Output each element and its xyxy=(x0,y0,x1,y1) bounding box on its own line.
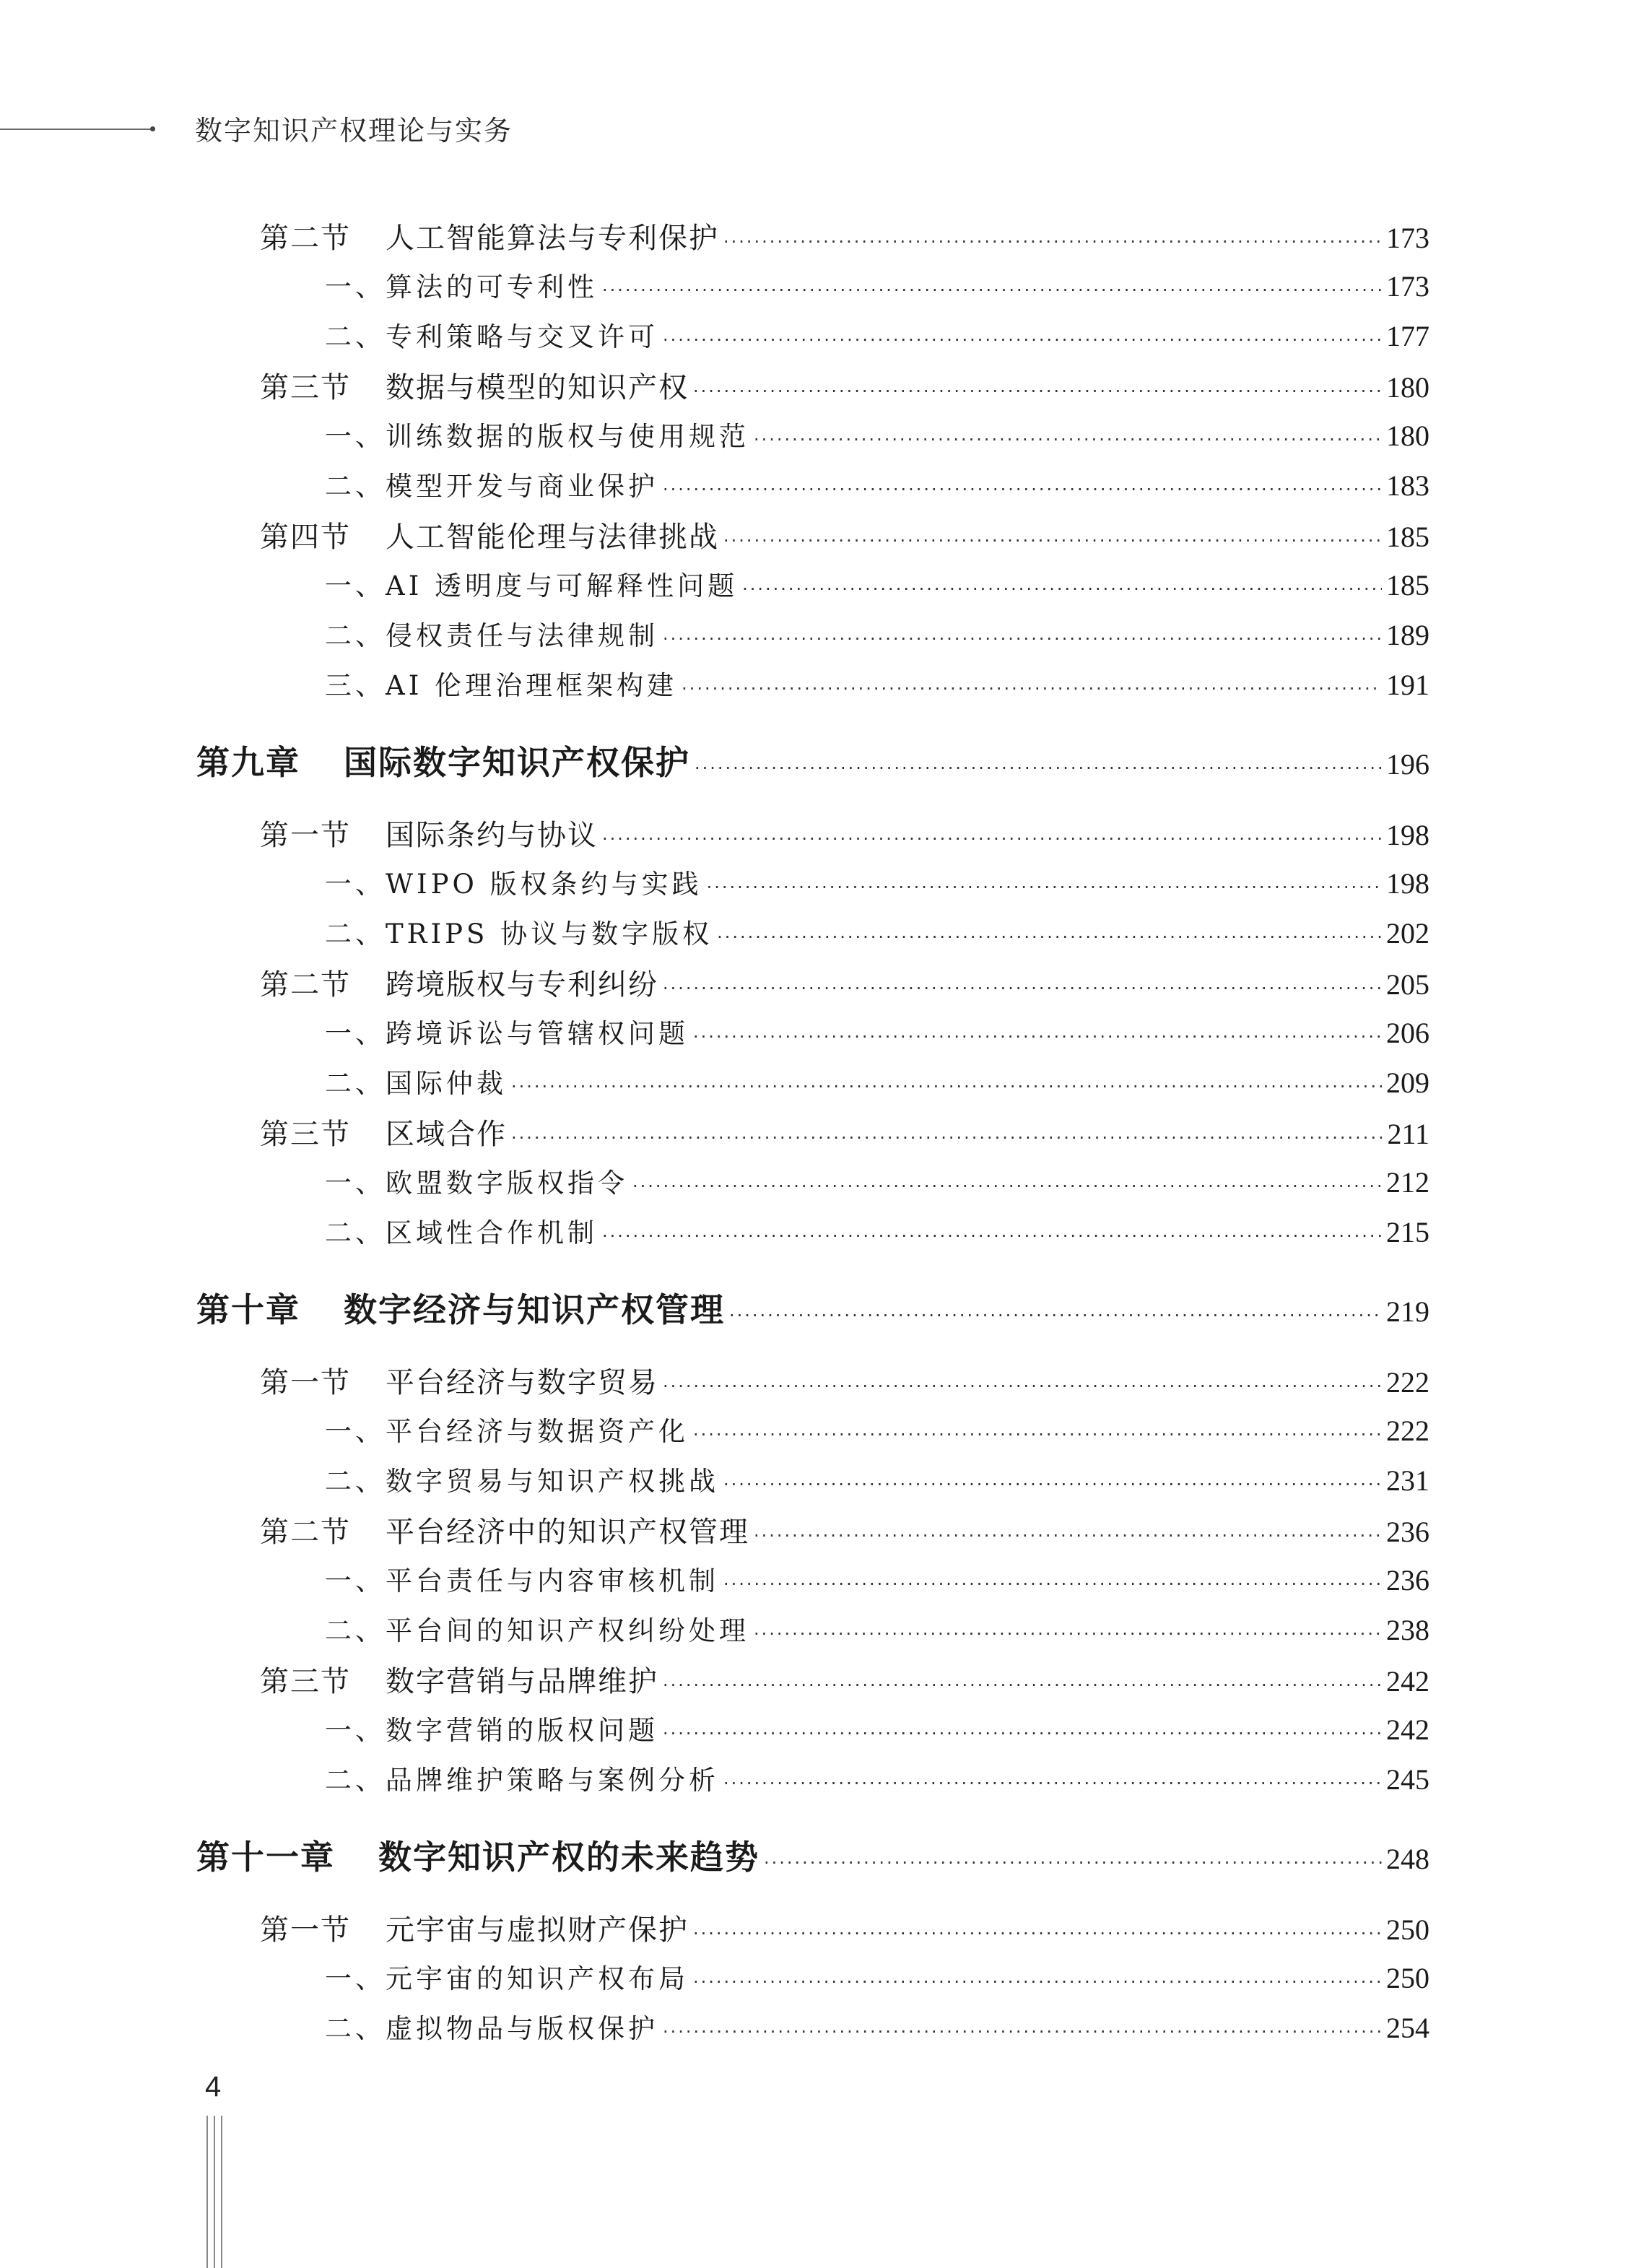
toc-entry-label: 第一节 xyxy=(260,819,351,852)
toc-entry-title xyxy=(325,1211,598,1250)
dot-leader xyxy=(663,1675,1382,1695)
dot-leader xyxy=(754,1526,1382,1546)
toc-entry-label: 第九章 xyxy=(196,743,300,782)
dot-leader xyxy=(729,1305,1382,1326)
toc-entry-title xyxy=(325,564,738,603)
toc-entry-title xyxy=(260,514,719,555)
toc-page-number: 222 xyxy=(1386,1366,1429,1399)
toc-entry-title xyxy=(325,464,658,503)
dot-leader xyxy=(693,1425,1382,1445)
toc-page-number: 173 xyxy=(1386,222,1429,254)
toc-section[interactable] xyxy=(260,215,1429,256)
toc-page-number: 238 xyxy=(1386,1614,1429,1646)
toc-entry-title xyxy=(260,962,658,1003)
toc-page-number: 202 xyxy=(1386,917,1429,950)
toc-entry-label: 第三节 xyxy=(260,1118,351,1151)
margin-rule xyxy=(214,2116,215,2268)
dot-leader xyxy=(723,531,1382,551)
dot-leader xyxy=(723,1574,1382,1594)
toc-entry-label: 第十一章 xyxy=(196,1838,335,1877)
toc-entry-label: 二、数字贸易与知识产权挑战 xyxy=(325,1466,719,1497)
toc-entry-label: 二、侵权责任与法律规制 xyxy=(325,620,658,651)
dot-leader xyxy=(723,1474,1382,1495)
toc-section[interactable] xyxy=(260,1659,1429,1700)
toc-entry-title xyxy=(260,1509,749,1550)
toc-subsection[interactable] xyxy=(325,1012,1429,1051)
toc-page-number: 248 xyxy=(1386,1843,1429,1875)
toc-subsection[interactable] xyxy=(325,1609,1429,1648)
toc-entry-heading: 数字知识产权的未来趋势 xyxy=(378,1838,759,1877)
toc-page-number: 236 xyxy=(1386,1564,1429,1596)
toc-entry-title xyxy=(260,812,598,853)
dot-leader xyxy=(682,679,1382,699)
dot-leader xyxy=(511,1077,1382,1097)
toc-page-number: 198 xyxy=(1386,867,1429,900)
toc-subsection[interactable] xyxy=(325,1061,1429,1100)
toc-entry-label: 一、欧盟数字版权指令 xyxy=(325,1168,628,1199)
dot-leader xyxy=(602,280,1382,300)
toc-entry-title xyxy=(325,912,713,951)
toc-section[interactable] xyxy=(260,812,1429,853)
dot-leader xyxy=(717,927,1382,947)
toc-entry-label: 第二节 xyxy=(260,1516,351,1549)
toc-entry-heading: 人工智能伦理与法律挑战 xyxy=(386,521,719,554)
toc-subsection[interactable] xyxy=(325,1409,1429,1448)
toc-page-number: 206 xyxy=(1386,1017,1429,1049)
toc-section[interactable] xyxy=(260,1509,1429,1550)
toc-page-number: 183 xyxy=(1386,469,1429,502)
toc-subsection[interactable] xyxy=(325,464,1429,503)
toc-subsection[interactable] xyxy=(325,664,1429,703)
toc-entry-label: 一、算法的可专利性 xyxy=(325,271,598,303)
toc-entry-label: 一、平台责任与内容审核机制 xyxy=(325,1565,719,1596)
dot-leader xyxy=(663,330,1382,350)
toc-subsection[interactable] xyxy=(325,862,1429,901)
toc-entry-label: 三、AI 伦理治理框架构建 xyxy=(325,670,678,701)
toc-subsection[interactable] xyxy=(325,1211,1429,1250)
toc-entry-label: 一、训练数据的版权与使用规范 xyxy=(325,421,749,452)
running-header-title: 数字知识产权理论与实务 xyxy=(195,115,513,147)
dot-leader xyxy=(602,829,1382,849)
toc-entry-label: 二、模型开发与商业保护 xyxy=(325,471,658,502)
toc-entry-title xyxy=(260,1111,507,1152)
toc-chapter[interactable] xyxy=(196,737,1429,784)
toc-subsection[interactable] xyxy=(325,2007,1429,2046)
dot-leader xyxy=(663,479,1382,500)
dot-leader xyxy=(693,1972,1382,1992)
toc-entry-label: 一、元宇宙的知识产权布局 xyxy=(325,1963,689,1994)
toc-entry-title xyxy=(325,1459,719,1498)
dot-leader xyxy=(663,1376,1382,1396)
toc-entry-title xyxy=(325,1012,689,1051)
toc-section[interactable] xyxy=(260,962,1429,1003)
toc-page-number: 196 xyxy=(1386,748,1429,781)
toc-entry-label: 一、跨境诉讼与管辖权问题 xyxy=(325,1018,689,1049)
toc-entry-title xyxy=(325,664,677,703)
margin-rule xyxy=(221,2116,222,2268)
toc-page-number: 205 xyxy=(1386,968,1429,1001)
toc-entry-heading: 平台经济与数字贸易 xyxy=(386,1366,658,1399)
toc-entry-title xyxy=(325,1957,689,1996)
dot-leader xyxy=(632,1176,1382,1196)
toc-page-number: 191 xyxy=(1386,669,1429,701)
toc-entry-title xyxy=(325,315,658,354)
toc-chapter[interactable] xyxy=(196,1284,1429,1331)
dot-leader xyxy=(602,1226,1382,1246)
page-number: 4 xyxy=(205,2071,222,2103)
toc-page-number: 250 xyxy=(1386,1962,1429,1994)
toc-subsection[interactable] xyxy=(325,912,1429,951)
toc-subsection[interactable] xyxy=(325,564,1429,603)
toc-entry-title xyxy=(325,1061,507,1100)
toc-entry-heading: 数字营销与品牌维护 xyxy=(386,1665,658,1698)
toc-page-number: 212 xyxy=(1386,1166,1429,1199)
toc-page-number: 250 xyxy=(1386,1913,1429,1946)
toc-entry-label: 一、数字营销的版权问题 xyxy=(325,1715,658,1746)
toc-entry-label: 第十章 xyxy=(196,1290,300,1329)
toc-page-number: 185 xyxy=(1386,569,1429,601)
toc-page-number: 177 xyxy=(1386,320,1429,352)
toc-entry-heading: 国际数字知识产权保护 xyxy=(344,743,690,782)
toc-entry-heading: 平台经济中的知识产权管理 xyxy=(386,1516,749,1549)
toc-entry-title xyxy=(325,414,749,453)
toc-page-number: 189 xyxy=(1386,619,1429,651)
dot-leader xyxy=(707,877,1382,898)
toc-entry-title xyxy=(325,1609,749,1648)
toc-subsection[interactable] xyxy=(325,1161,1429,1200)
dot-leader xyxy=(693,1027,1382,1047)
toc-entry-label: 一、AI 透明度与可解释性问题 xyxy=(325,570,739,601)
toc-entry-label: 二、虚拟物品与版权保护 xyxy=(325,2013,658,2044)
toc-page-number: 209 xyxy=(1386,1066,1429,1099)
toc-entry-title xyxy=(325,862,702,901)
toc-page-number: 222 xyxy=(1386,1415,1429,1447)
toc-entry-heading: 人工智能算法与专利保护 xyxy=(386,222,719,255)
toc-entry-label: 二、专利策略与交叉许可 xyxy=(325,321,658,352)
toc-page-number: 215 xyxy=(1386,1216,1429,1248)
toc-page-number: 173 xyxy=(1386,270,1429,303)
toc-entry-title xyxy=(260,365,689,406)
toc-entry-heading: 数据与模型的知识产权 xyxy=(386,371,689,404)
dot-leader xyxy=(663,978,1382,999)
toc-entry-title xyxy=(196,1284,725,1331)
toc-subsection[interactable] xyxy=(325,1459,1429,1498)
toc-section[interactable] xyxy=(260,365,1429,406)
toc-entry-title xyxy=(325,1559,719,1598)
toc-page-number: 231 xyxy=(1386,1464,1429,1497)
toc-entry-heading: 数字经济与知识产权管理 xyxy=(344,1290,725,1329)
toc-entry-title xyxy=(260,1659,658,1700)
toc-page-number: 245 xyxy=(1386,1763,1429,1796)
dot-leader xyxy=(742,579,1382,599)
toc-subsection[interactable] xyxy=(325,414,1429,453)
dot-leader xyxy=(754,430,1382,450)
dot-leader xyxy=(693,1924,1382,1944)
toc-page-number: 242 xyxy=(1386,1665,1429,1698)
toc-page-number: 219 xyxy=(1386,1295,1429,1328)
toc-entry-label: 二、TRIPS 协议与数字版权 xyxy=(325,918,713,950)
toc-entry-heading: 区域合作 xyxy=(386,1118,507,1151)
dot-leader xyxy=(695,758,1382,778)
toc-entry-title xyxy=(325,2007,658,2046)
toc-entry-label: 第一节 xyxy=(260,1913,351,1947)
toc-subsection[interactable] xyxy=(325,265,1429,304)
toc-entry-title xyxy=(325,1708,658,1747)
toc-entry-heading: 国际条约与协议 xyxy=(386,819,598,852)
toc-entry-title xyxy=(325,265,598,304)
toc-entry-title xyxy=(196,1831,759,1879)
toc-entry-title xyxy=(325,1409,689,1448)
toc-page-number: 211 xyxy=(1387,1118,1429,1150)
toc-page-number: 185 xyxy=(1386,521,1429,553)
toc-page-number: 198 xyxy=(1386,819,1429,851)
toc-entry-title xyxy=(325,1758,719,1797)
dot-leader xyxy=(754,1624,1382,1644)
toc-subsection[interactable] xyxy=(325,1559,1429,1598)
toc-section[interactable] xyxy=(260,1907,1429,1948)
dot-leader xyxy=(723,1773,1382,1794)
margin-rule xyxy=(206,2116,208,2268)
toc-entry-title xyxy=(325,1161,628,1200)
toc-entry-label: 第三节 xyxy=(260,371,351,404)
toc-entry-label: 第二节 xyxy=(260,968,351,1002)
toc-page-number: 180 xyxy=(1386,420,1429,452)
dot-leader xyxy=(723,232,1382,252)
toc-entry-title xyxy=(260,1360,658,1401)
toc-page-number: 242 xyxy=(1386,1713,1429,1746)
toc-entry-label: 一、平台经济与数据资产化 xyxy=(325,1416,689,1447)
toc-entry-label: 二、区域性合作机制 xyxy=(325,1217,598,1248)
toc-subsection[interactable] xyxy=(325,614,1429,653)
toc-entry-heading: 元宇宙与虚拟财产保护 xyxy=(386,1913,689,1947)
dot-leader xyxy=(511,1128,1383,1148)
toc-entry-label: 第一节 xyxy=(260,1366,351,1399)
toc-entry-title xyxy=(196,737,690,784)
toc-section[interactable] xyxy=(260,1111,1429,1152)
toc-page-number: 236 xyxy=(1386,1516,1429,1548)
dot-leader xyxy=(764,1853,1382,1873)
toc-page-number: 180 xyxy=(1386,371,1429,404)
toc-subsection[interactable] xyxy=(325,1957,1429,1996)
dot-leader xyxy=(663,1724,1382,1744)
dot-leader xyxy=(693,381,1382,401)
dot-leader xyxy=(663,629,1382,649)
toc-page-number: 254 xyxy=(1386,2012,1429,2044)
toc-entry-heading: 跨境版权与专利纠纷 xyxy=(386,968,658,1002)
toc-entry-title xyxy=(260,215,719,256)
toc-entry-label: 二、国际仲裁 xyxy=(325,1068,507,1099)
toc-entry-label: 二、品牌维护策略与案例分析 xyxy=(325,1765,719,1796)
toc-subsection[interactable] xyxy=(325,1758,1429,1797)
toc-section[interactable] xyxy=(260,514,1429,555)
toc-entry-label: 第三节 xyxy=(260,1665,351,1698)
toc-subsection[interactable] xyxy=(325,1708,1429,1747)
toc-section[interactable] xyxy=(260,1360,1429,1401)
toc-entry-label: 第二节 xyxy=(260,222,351,255)
dot-leader xyxy=(663,2022,1382,2042)
toc-entry-label: 一、WIPO 版权条约与实践 xyxy=(325,869,702,900)
toc-entry-title xyxy=(325,614,658,653)
toc-chapter[interactable] xyxy=(196,1831,1429,1879)
toc-entry-title xyxy=(260,1907,689,1948)
toc-entry-label: 二、平台间的知识产权纠纷处理 xyxy=(325,1615,749,1646)
toc-entry-label: 第四节 xyxy=(260,521,351,554)
toc-subsection[interactable] xyxy=(325,315,1429,354)
